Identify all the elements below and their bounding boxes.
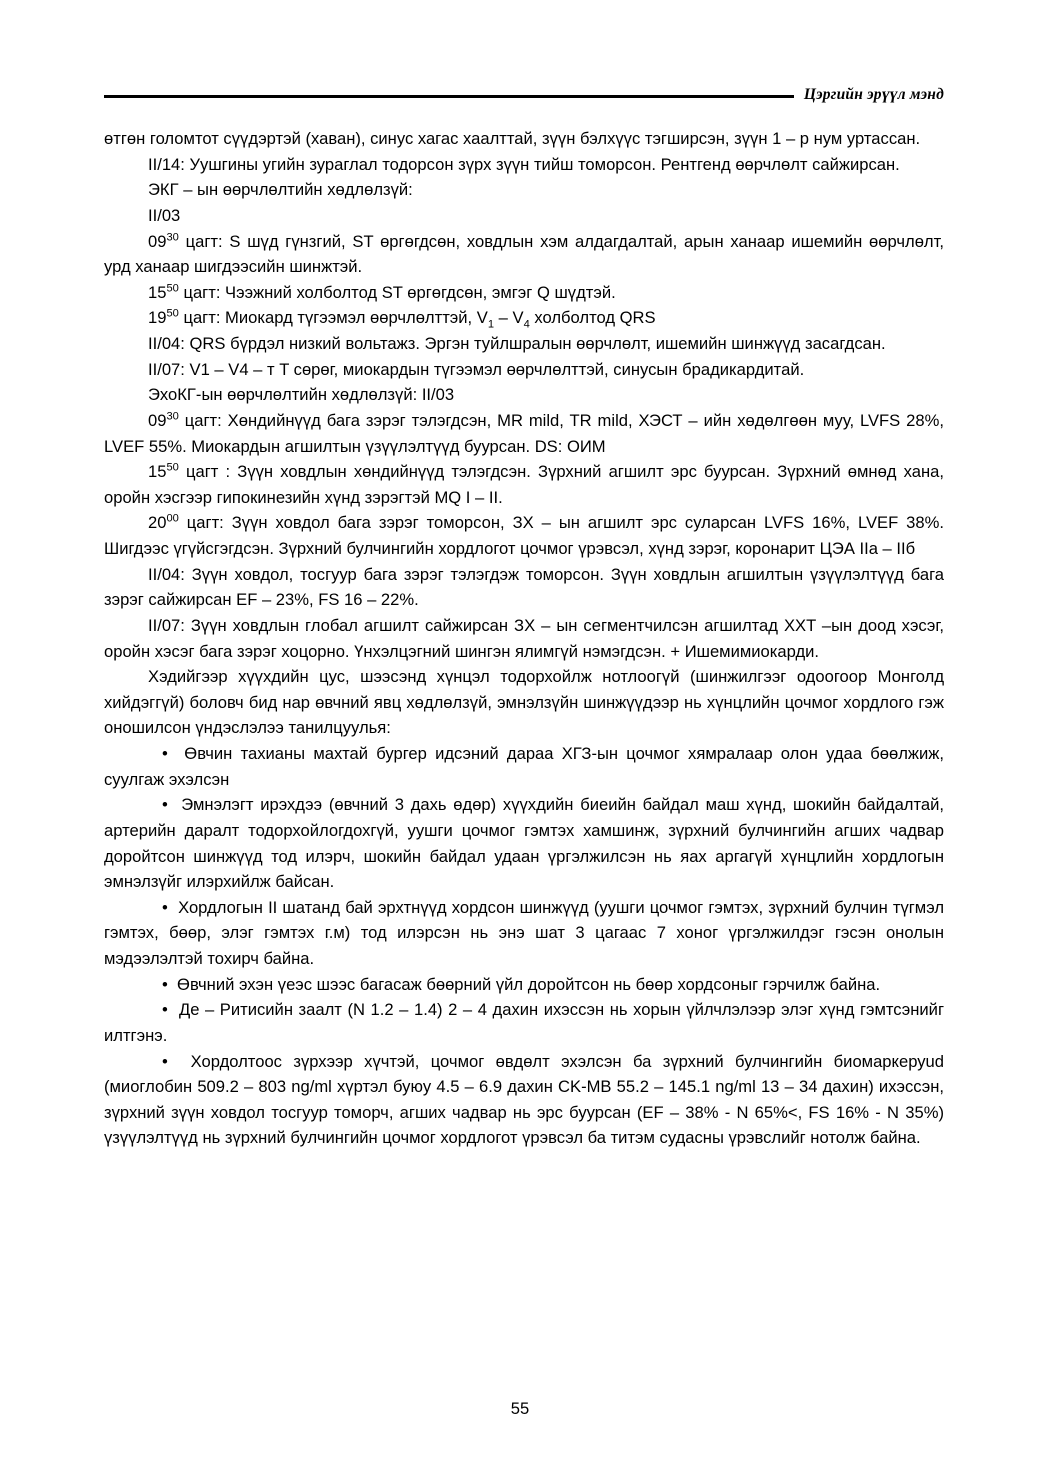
paragraph: ЭКГ – ын өөрчлөлтийн хөдлөлзүй:	[148, 180, 413, 200]
page-header	[104, 86, 944, 104]
time-value: 15	[148, 462, 167, 482]
paragraph-text: холболтод QRS	[529, 308, 656, 328]
bullet-icon: •	[162, 744, 185, 763]
list-item-text: Өвчний эхэн үеэс шээс багасаж бөөрний үйл доройтсон нь бөөр хордсоныг гэрчилж байна.	[177, 974, 881, 994]
lead-subscript-2: 4	[523, 318, 530, 331]
time-superscript: 30	[166, 230, 179, 243]
bullet-row	[104, 895, 944, 972]
paragraph-text: цагт: Зүүн ховдол бага зэрэг томорсон, ЗХ – ын агшилт эрс суларсан LVFS 16%, LVEF 38%. Шигдээс үгүйсгэгдсэн. Зүрхний булчингийн хордлогот цочмог үрэвсэл, хүнд зэрэг, коронарит ЦЭА IIа – IIб	[104, 513, 944, 558]
bullet-icon: •	[162, 1051, 191, 1071]
paragraph-with-superscript	[104, 408, 944, 459]
document-body	[104, 126, 944, 1151]
paragraph-with-subscript	[104, 305, 944, 331]
paragraph-with-superscript	[104, 510, 944, 561]
list-item	[104, 741, 944, 792]
list-item	[104, 1049, 944, 1152]
paragraph: Хэдийгээр хүүхдийн цус, шээсэнд хүнцэл тодорхойлж нотлоогүй (шинжилгээг одоогоор Монголд хийдэггүй) боловч бид нар өвчний явц хөдлөлзүй, эмнэлзүйн шинжүүдээр нь хүнцлийн цочмог хордлого гэж оношилсон үндэслэлээ танилцуулья:	[104, 667, 944, 738]
time-superscript: 50	[166, 307, 179, 320]
lead-subscript-1: 1	[487, 318, 495, 331]
list-item	[104, 972, 944, 998]
bullet-icon: •	[162, 795, 182, 815]
time-superscript: 00	[166, 512, 179, 525]
time-value: 15	[148, 282, 167, 302]
bullet-icon: •	[162, 1000, 179, 1020]
time-value: 09	[148, 410, 167, 430]
bullet-icon: •	[162, 897, 179, 917]
page-number: 55	[510, 1399, 530, 1418]
list-item-text: Хордлогын II шатанд бай эрхтнүүд хордсон шинжүүд (уушги цочмог гэмтэх, зүрхний булчин түгмэл гэмтэх, бөөр, элэг гэмтэх г.м) тод илэрсэн нь энэ шат 3 цагаас 7 хоног үргэлжилдэг гэсэн онолын мэдээлэлтэй тохирч байна.	[104, 897, 945, 968]
paragraph-text: цагт: S шүд гүнзгий, ST өргөгдсөн, ховдлын хэм алдагдалтай, арын ханаар ишемийн өөрчлөлт, урд ханаар шигдээсийн шинжтэй.	[104, 231, 944, 277]
time-superscript: 30	[166, 410, 179, 423]
paragraph: II/07: Зүүн ховдлын глобал агшилт сайжирсан ЗХ – ын сегментчилсэн агшилтад XXT –ын доод хэсэг, оройн хэсэг бага зэрэг хоцорно. Үнхэлцэгний шингэн ялимгүй нэмэгдсэн. + Ишемимиокарди.	[104, 615, 944, 661]
time-value: 19	[148, 308, 167, 328]
paragraph: II/04: QRS бүрдэл низкий вольтажз. Эргэн туйлшралын өөрчлөлт, ишемийн шинжүүд засагдсан.	[148, 334, 886, 353]
header-title: Цэргийн эрүүл мэнд	[803, 86, 944, 103]
paragraph: II/07: V1 – V4 – т T сөрөг, миокардын түгээмэл өөрчлөлттэй, синусын брадикардитай.	[148, 359, 805, 379]
time-superscript: 50	[166, 461, 179, 474]
list-item	[104, 895, 944, 972]
time-value: 09	[148, 231, 167, 251]
bullet-row	[104, 997, 944, 1048]
paragraph: өтгөн голомтот сүүдэртэй (хаван), синус хагас хаалттай, зүүн бэлхүүс тэгширсэн, зүүн 1 – р нум уртассан.	[104, 129, 921, 148]
paragraph: II/14: Уушгины угийн зураглал тодорсон зүрх зүүн тийш томорсон. Рентгенд өөрчлөлт сайжирсан.	[148, 154, 900, 174]
list-item	[104, 792, 944, 895]
paragraph-text: цагт: Чээжний холболтод ST өргөгдсөн, эмгэг Q шүдтэй.	[178, 282, 616, 302]
list-item	[104, 997, 944, 1048]
list-item-text: Хордолтоос зүрхээр хүчтэй, цочмог өвдөлт эхэлсэн ба зүрхний булчингийн биомаркеруud (миоглобин 509.2 – 803 ng/ml хүртэл буюу 4.5 – 6.9 дахин CK-MB 55.2 – 145.1 ng/ml 13 – 34 дахин) ихэссэн, зүрхний зүүн ховдол тосгуур томорч, агших чадвар нь эрс буурсан (EF – 38% - N 65%<, FS 16% - N 35%) үзүүлэлтүүд нь зүрхний булчингийн цочмог хордлогот үрэвсэл ба титэм судасны үрэвслийг нотолж байна.	[104, 1051, 945, 1148]
list-item-text: Де – Ритисийн заалт (N 1.2 – 1.4) 2 – 4 дахин ихэссэн нь хорын үйлчлэлээр элэг хүнд гэмтсэнийг илтгэнэ.	[104, 1000, 944, 1045]
list-item-text: Өвчин тахианы махтай бургер идсэний дараа ХГЗ-ын цочмог хямралаар олон удаа бөөлжиж, суулгаж эхэлсэн	[104, 744, 945, 789]
paragraph-text: цагт : Зүүн ховдлын хөндийнүүд тэлэгдсэн. Зүрхний агшилт эрс буурсан. Зүрхний өмнөд хана, оройн хэсгээр гипокинезийн хүнд зэрэгтэй MQ I – II.	[104, 462, 944, 507]
bullet-row	[104, 741, 944, 792]
paragraph-text: цагт: Хөндийнүүд бага зэрэг тэлэгдсэн, MR mild, TR mild, ХЭСТ – ийн хөдөлгөөн муу, LVFS 28%, LVEF 55%. Миокардын агшилтын үзүүлэлтүүд буурсан. DS: ОИМ	[104, 410, 944, 456]
paragraph-text: – V	[494, 308, 524, 328]
bullet-row	[104, 1049, 944, 1152]
time-superscript: 50	[166, 282, 179, 295]
paragraph-with-superscript	[104, 280, 944, 306]
paragraph-text: цагт: Миокард түгээмэл өөрчлөлттэй, V	[178, 308, 488, 328]
paragraph: II/03	[148, 205, 181, 225]
paragraph-with-superscript	[104, 459, 944, 510]
paragraph: II/04: Зүүн ховдол, тосгуур бага зэрэг тэлэгдэж томорсон. Зүүн ховдлын агшилтын үзүүлэлтүүд бага зэрэг сайжирсан EF – 23%, FS 16 – 22%.	[104, 564, 944, 610]
time-value: 20	[148, 513, 167, 533]
bullet-row	[104, 792, 944, 895]
paragraph: ЭхоКГ-ын өөрчлөлтийн хөдлөлзүй: II/03	[148, 385, 455, 405]
bullet-row	[104, 972, 944, 998]
header-rule	[104, 95, 794, 98]
bullet-icon: •	[162, 974, 178, 994]
list-item-text: Эмнэлэгт ирэхдээ (өвчний 3 дахь өдөр) хүүхдийн биеийн байдал маш хүнд, шокийн байдалтай, артерийн даралт тодорхойлогдохгүй, уушги цочмог гэмтэх хамшинж, зүрхний булчингийн агших чадвар доройтсон шинжүүд тод илэрч, шокийн байдал удаан үргэлжилсэн нь яах аргагүй хүнцлийн хордлогын эмнэлзүйг илэрхийлж байсан.	[104, 795, 945, 892]
paragraph-with-superscript	[104, 229, 944, 280]
